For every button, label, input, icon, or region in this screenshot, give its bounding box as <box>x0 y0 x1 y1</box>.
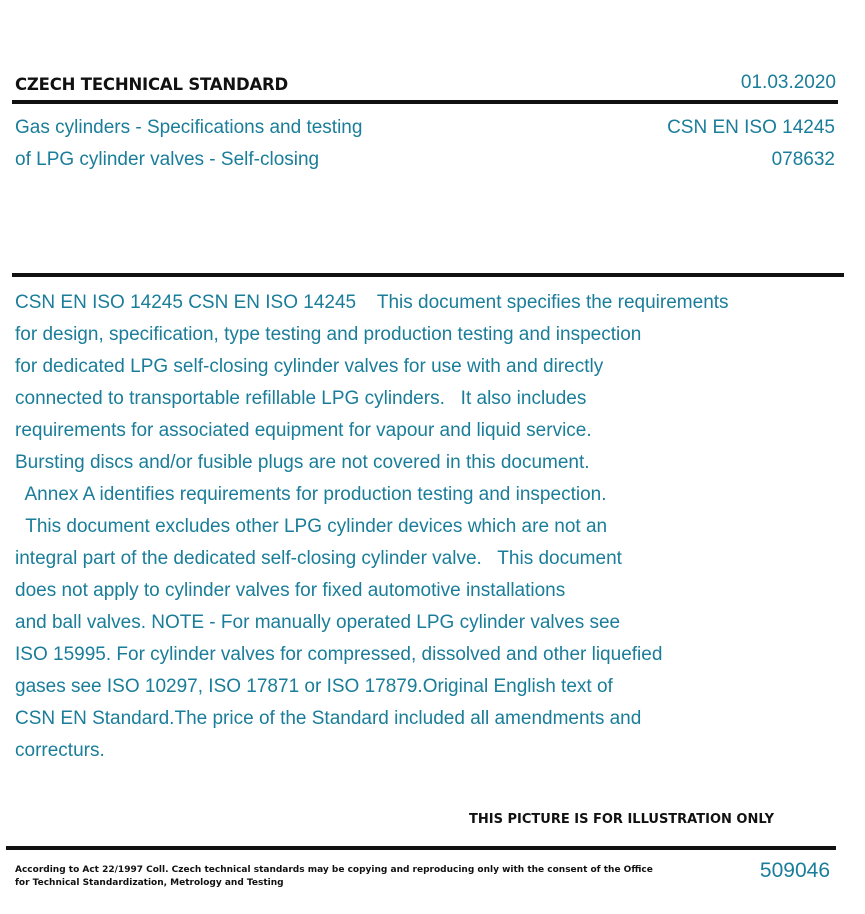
description-line: for dedicated LPG self-closing cylinder valves for use with and directly <box>15 356 604 377</box>
footer-divider <box>6 846 836 850</box>
description-line: This document excludes other LPG cylinder devices which are not an <box>15 516 608 537</box>
document-type-heading: CZECH TECHNICAL STANDARD <box>15 75 289 94</box>
illustration-disclaimer: THIS PICTURE IS FOR ILLUSTRATION ONLY <box>469 812 774 827</box>
description-line: CSN EN Standard.The price of the Standard included all amendments and <box>15 708 642 729</box>
description-line: gases see ISO 10297, ISO 17871 or ISO 17879.Original English text of <box>15 676 613 697</box>
standard-identifiers <box>667 112 835 176</box>
publication-date: 01.03.2020 <box>740 72 836 93</box>
description-line: does not apply to cylinder valves for fixed automotive installations <box>15 580 566 601</box>
title-divider <box>12 273 844 277</box>
description-line: for design, specification, type testing and production testing and inspection <box>15 324 642 345</box>
header-divider <box>12 100 838 104</box>
description-line: requirements for associated equipment for vapour and liquid service. <box>15 420 592 441</box>
standard-title-line-1: Gas cylinders - Specifications and testing <box>15 117 363 138</box>
description-line: and ball valves. NOTE - For manually operated LPG cylinder valves see <box>15 612 621 633</box>
description-line: integral part of the dedicated self-closing cylinder valve. This document <box>15 548 622 569</box>
product-number: 509046 <box>759 859 830 882</box>
description-line: CSN EN ISO 14245 CSN EN ISO 14245 This document specifies the requirements <box>15 292 729 313</box>
description-line: Bursting discs and/or fusible plugs are not covered in this document. <box>15 452 590 473</box>
standard-title <box>15 112 362 176</box>
legal-notice <box>15 864 653 890</box>
description-line: connected to transportable refillable LPG cylinders. It also includes <box>15 388 587 409</box>
standard-catalog-number: 078632 <box>771 149 835 170</box>
description-line: ISO 15995. For cylinder valves for compressed, dissolved and other liquefied <box>15 644 663 665</box>
legal-notice-line-1: According to Act 22/1997 Coll. Czech technical standards may be copying and reproducing only with the consent of the Office <box>15 865 653 875</box>
standard-title-line-2: of LPG cylinder valves - Self-closing <box>15 149 320 170</box>
description-line: Annex A identifies requirements for production testing and inspection. <box>15 484 607 505</box>
legal-notice-line-2: for Technical Standardization, Metrology and Testing <box>15 878 284 888</box>
standard-code: CSN EN ISO 14245 <box>667 117 835 138</box>
standard-description <box>15 287 855 767</box>
description-line: correcturs. <box>15 740 105 761</box>
